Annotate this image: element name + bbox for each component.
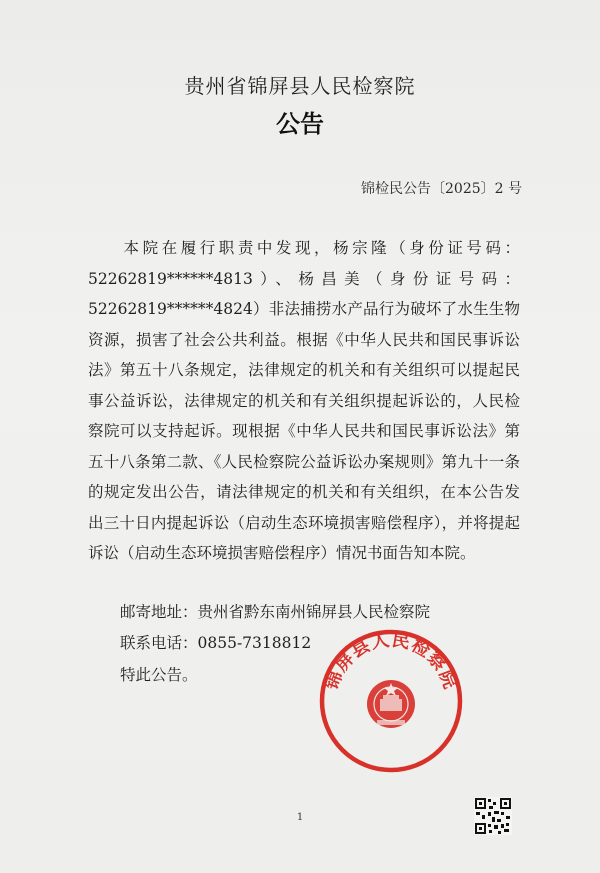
- page-number: 1: [296, 812, 304, 823]
- body-paragraph: 本院在履行职责中发现，杨宗隆（身份证号码：52262819******4813）、杨昌美（身份证号码：52262819******4824）非法捕捞水产品行为破坏了水生生物资源，损害了社会公共利益。根据《中华人民共和国民事诉讼法》第五十八条规定，法律规定的机关和有关组织可以提起民事公益诉讼，法律规定的机关和有关组织提起诉讼的，人民检察院可以支持起诉。现根据《中华人民共和国民事诉讼法》第五十八条第二款、《人民检察院公益诉讼办案规则》第九十一条的规定发出公告，请法律规定的机关和有关组织，在本公告发出三十日内提起诉讼（启动生态环境损害赔偿程序），并将提起诉讼（启动生态环境损害赔偿程序）情况书面告知本院。: [88, 239, 520, 562]
- contact-phone: 联系电话：0855-7318812: [120, 634, 312, 652]
- closing-remark: 特此公告。: [120, 666, 198, 684]
- mailing-address: 邮寄地址：贵州省黔东南州锦屏县人民检察院: [120, 603, 431, 621]
- qr-code-icon: [474, 797, 512, 835]
- announcement-body: [88, 233, 520, 569]
- document-title: 公告: [276, 110, 324, 138]
- official-seal: [318, 628, 464, 774]
- seal-emblem-icon: [367, 680, 415, 728]
- seal-text: 锦屏县人民检察院: [321, 629, 461, 693]
- document-number: 锦检民公告〔2025〕2 号: [361, 181, 522, 197]
- issuing-organization: 贵州省锦屏县人民检察院: [184, 74, 416, 98]
